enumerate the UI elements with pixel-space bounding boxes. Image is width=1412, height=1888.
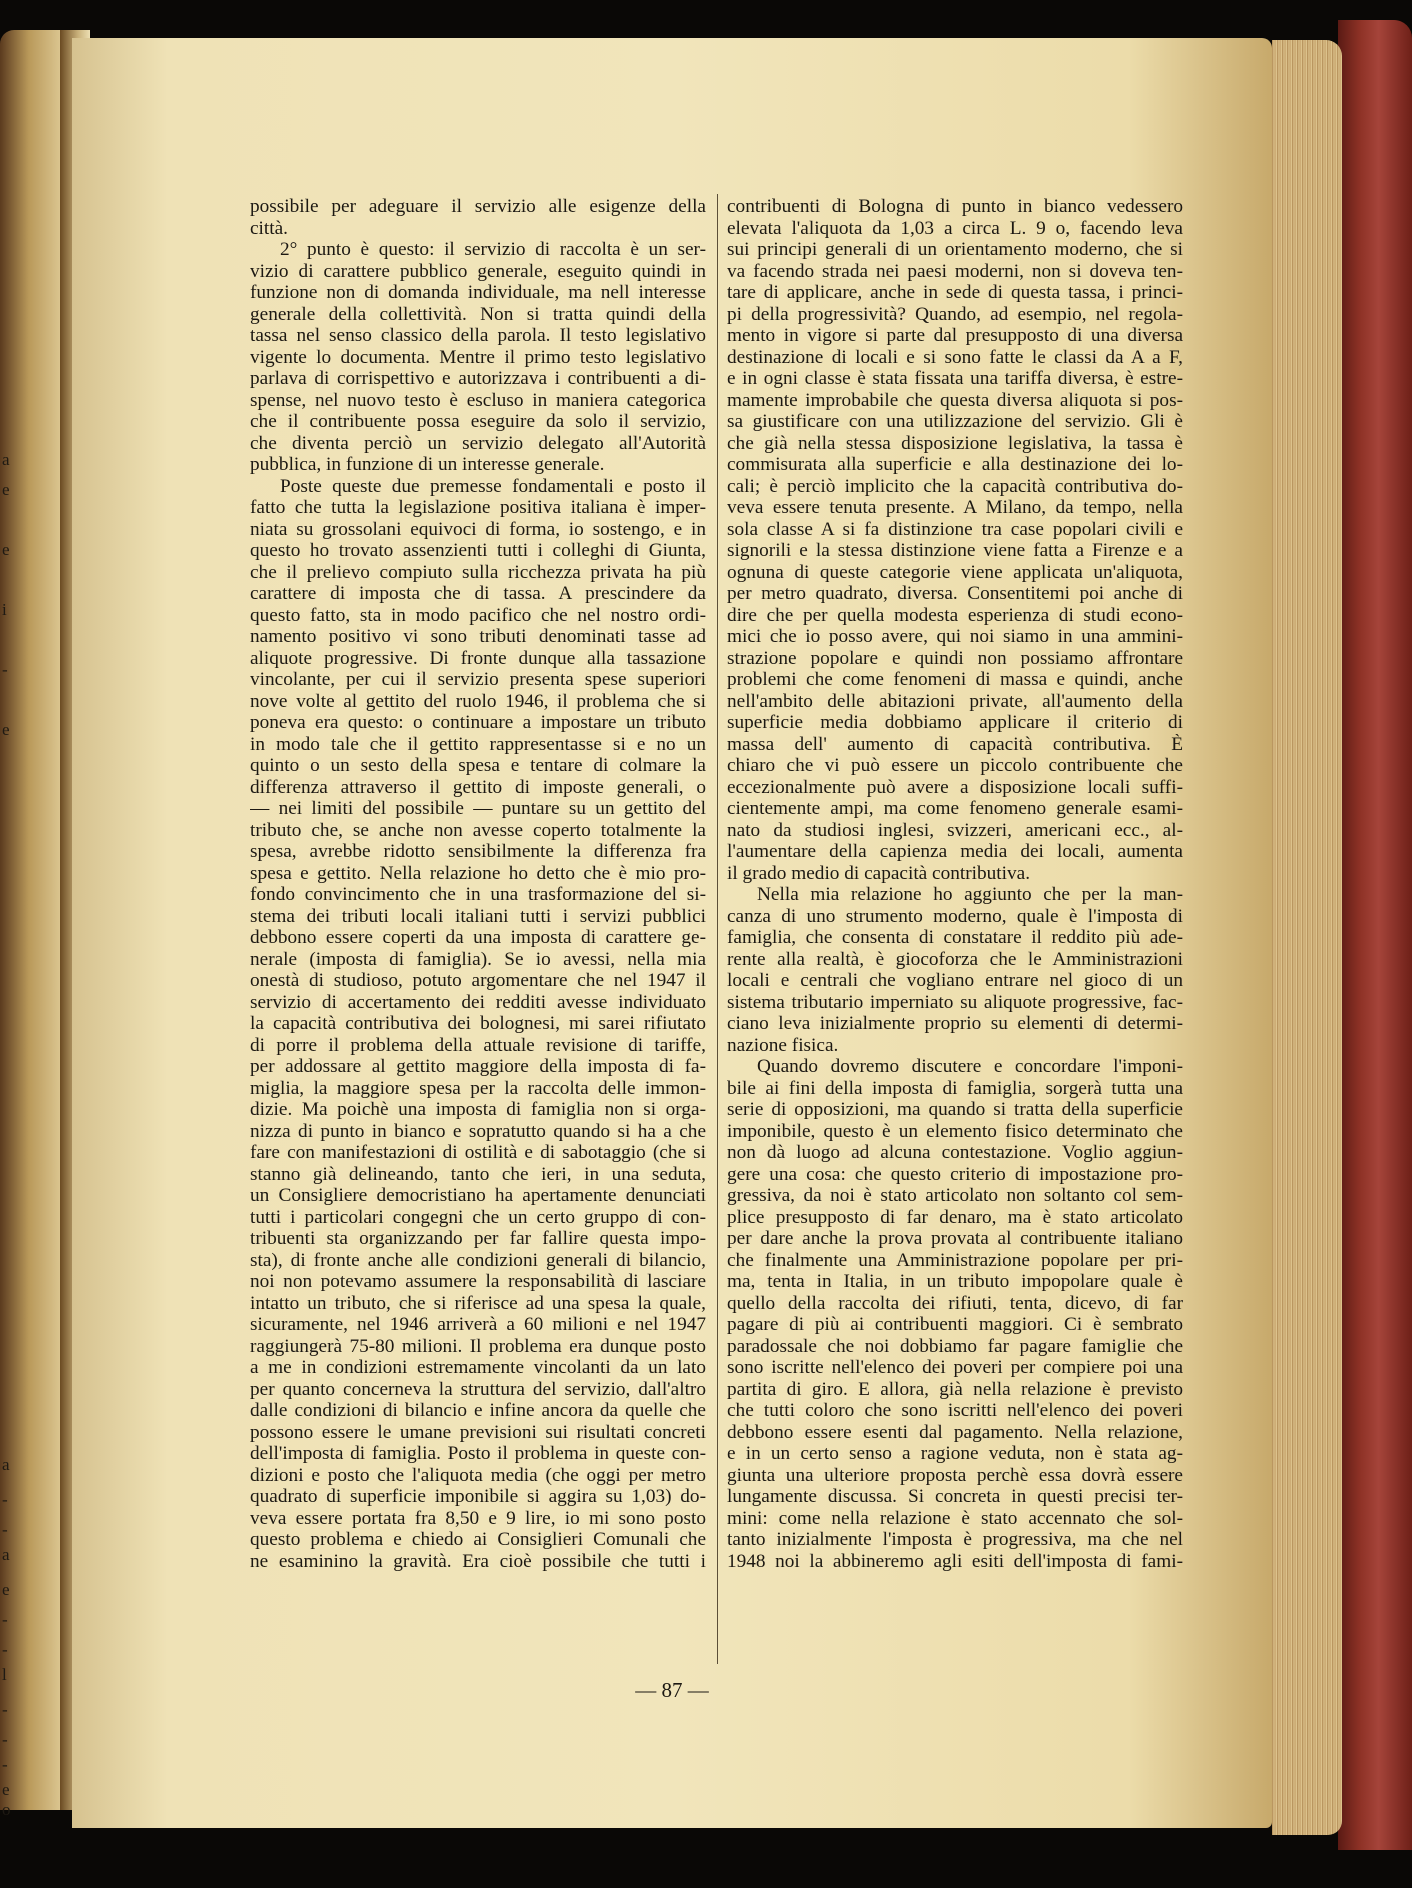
text-line: debbono essere esenti dal pagamento. Nella relazione,: [727, 1421, 1183, 1443]
text-line: mento in vigore si parte dal presupposto di una diversa: [727, 325, 1183, 346]
text-line: massa dell' aumento di capacità contributiva. È: [727, 733, 1183, 755]
text-line: commisurata alla superficie e alla destinazione dei lo-: [727, 454, 1183, 475]
text-line: per dare anche la prova provata al contribuente italiano: [727, 1228, 1183, 1249]
text-line: onestà di studioso, potuto argomentare che nel 1947 il: [250, 970, 706, 991]
text-line: strazione popolare e quindi non possiamo affrontare: [727, 647, 1183, 669]
text-line: vigente lo documenta. Mentre il primo testo legislativo: [250, 346, 706, 368]
text-line: nizza di punto in bianco e sopratutto quando si ha a che: [250, 1120, 706, 1142]
text-line: vincolante, per cui il servizio presenta spese superiori: [250, 669, 706, 690]
edge-letter: -: [2, 1640, 8, 1659]
text-line: pubblica, in funzione di un interesse generale.: [250, 454, 605, 475]
text-line: e in ogni classe è stata fissata una tariffa diversa, è estre-: [727, 368, 1183, 389]
edge-letter: -: [2, 1610, 8, 1629]
text-line: stanno già delineando, tanto che ieri, in una seduta,: [250, 1163, 706, 1185]
text-line: va facendo strada nei paesi moderni, non si doveva ten-: [727, 260, 1183, 282]
text-line: per quanto concerneva la struttura del servizio, dall'altro: [250, 1378, 706, 1400]
text-line: servizio di accertamento dei redditi avesse individuato: [250, 991, 706, 1013]
book-cover-edge: [1338, 20, 1412, 1850]
edge-letter: -: [2, 1730, 8, 1749]
text-line: un Consigliere democristiano ha apertamente denunciati: [250, 1185, 706, 1206]
text-line: stema dei tributi locali italiani tutti i servizi pubblici: [250, 905, 706, 927]
text-line: possibile per adeguare il servizio alle esigenze della: [250, 196, 706, 217]
right-column: [727, 196, 1183, 1572]
text-line: in modo tale che il gettito rappresentasse si e no un: [250, 733, 706, 755]
text-line: mamente improbabile che questa diversa aliquota si pos-: [727, 389, 1183, 411]
text-line: fare con manifestazioni di ostilità e di sabotaggio (che si: [250, 1142, 706, 1163]
edge-letter: e: [2, 480, 10, 499]
text-line: contribuenti di Bologna di punto in bianco vedessero: [727, 196, 1183, 217]
text-line: sa giustificare con una utilizzazione del servizio. Gli è: [727, 411, 1183, 432]
text-line: sta), di fronte anche alle condizioni generali di bilancio,: [250, 1249, 706, 1271]
text-line: superficie media dobbiamo applicare il criterio di: [727, 712, 1183, 733]
text-line: niata su grossolani equivoci di forma, io sostengo, e in: [250, 518, 706, 540]
text-line: aliquote progressive. Di fronte dunque alla tassazione: [250, 647, 706, 669]
text-line: veva essere tenuta presente. A Milano, da tempo, nella: [727, 497, 1183, 518]
text-line: debbono essere coperti da una imposta di carattere ge-: [250, 927, 706, 948]
text-line: rente alla realtà, è giocoforza che le Amministrazioni: [727, 948, 1183, 970]
text-line: intatto un tributo, che si riferisce ad una spesa la quale,: [250, 1292, 706, 1314]
text-line: quinto o un sesto della spesa e tentare di colmare la: [250, 755, 706, 776]
text-line: pagare di più ai contribuenti maggiori. Ci è sembrato: [727, 1314, 1183, 1335]
text-line: cientemente ampi, ma come fenomeno generale esami-: [727, 798, 1183, 819]
text-line: generale della collettività. Non si tratta quindi della: [250, 303, 706, 325]
text-line: sicuramente, nel 1946 arriverà a 60 milioni e nel 1947: [250, 1314, 706, 1335]
text-line: che già nella stessa disposizione legislativa, la tassa è: [727, 432, 1183, 454]
edge-letter: -: [2, 1700, 8, 1719]
text-line: ma, tenta in Italia, in un tributo impopolare quale è: [727, 1271, 1183, 1292]
edge-letter: e: [2, 1780, 10, 1799]
text-line: quello della raccolta dei rifiuti, tenta, dicevo, di far: [727, 1292, 1183, 1314]
edge-letter: l: [2, 1665, 7, 1684]
text-line: l'aumentare della capienza media dei locali, aumenta: [727, 841, 1183, 862]
edge-letter: e: [2, 720, 10, 739]
text-line: spesa, avrebbe ridotto sensibilmente la differenza fra: [250, 841, 706, 862]
text-line: imponibile, questo è un elemento fisico determinato che: [727, 1120, 1183, 1142]
text-line: ognuna di queste categorie viene applicata un'aliquota,: [727, 561, 1183, 583]
text-line: il grado medio di capacità contributiva.: [727, 862, 1031, 884]
text-line: questo fatto, sta in modo pacifico che nel nostro ordi-: [250, 604, 706, 626]
text-line: a me in condizioni estremamente vincolanti da un lato: [250, 1357, 706, 1378]
edge-letter: e: [2, 1580, 10, 1599]
edge-letter: a: [2, 1545, 10, 1564]
text-line: pi della progressività? Quando, ad esempio, nel regola-: [727, 303, 1183, 325]
text-line: nell'ambito delle abitazioni private, all'aumento della: [727, 690, 1183, 712]
text-line: tribuenti sta organizzando per far fallire questa impo-: [250, 1228, 706, 1249]
text-line: sola classe A si fa distinzione tra case popolari civili e: [727, 518, 1183, 540]
text-line: vizio di carattere pubblico generale, eseguito quindi in: [250, 260, 706, 282]
text-line: funzione non di domanda individuale, ma nell interesse: [250, 282, 706, 303]
previous-page-letters: [0, 30, 14, 1819]
text-line: parlava di corrispettivo e autorizzava i contribuenti a di-: [250, 368, 706, 389]
text-line: Nella mia relazione ho aggiunto che per la man-: [757, 884, 1183, 905]
text-line: che tutti coloro che sono iscritti nell'elenco dei poveri: [727, 1400, 1183, 1421]
page-stack-edges: [1272, 40, 1342, 1835]
text-line: per addossare al gettito maggiore della imposta di fa-: [250, 1056, 706, 1077]
text-line: questo problema e chiedo ai Consiglieri Comunali che: [250, 1529, 706, 1550]
text-line: lungamente discussa. Si concreta in questi precisi ter-: [727, 1486, 1183, 1507]
text-line: raggiungerà 75-80 milioni. Il problema era dunque posto: [250, 1335, 706, 1357]
text-line: di porre il problema della attuale revisione di tariffe,: [250, 1034, 706, 1056]
text-line: differenza attraverso il gettito di imposte generali, o: [250, 776, 706, 798]
text-line: ciano leva inizialmente proprio su elementi di determi-: [727, 1013, 1183, 1034]
text-line: 2° punto è questo: il servizio di raccolta è un ser-: [280, 239, 706, 260]
edge-letter: -: [2, 1520, 8, 1539]
text-line: partita di giro. E allora, già nella relazione è previsto: [727, 1378, 1183, 1400]
text-line: sono iscritte nell'elenco dei poveri per compiere poi una: [727, 1357, 1183, 1378]
text-line: quadrato di superficie imponibile si aggira su 1,03) do-: [250, 1486, 706, 1507]
text-line: tutti i particolari congegni che un certo gruppo di con-: [250, 1206, 706, 1228]
text-line: mini: come nella relazione è stato accennato che sol-: [727, 1507, 1183, 1529]
text-line: paradossale che noi dobbiamo far pagare famiglie che: [727, 1335, 1183, 1357]
text-line: che diventa perciò un servizio delegato all'Autorità: [250, 432, 706, 454]
text-line: tare di applicare, anche in sede di questa tassa, i princi-: [727, 282, 1183, 303]
book-page: [72, 38, 1272, 1828]
text-line: Poste queste due premesse fondamentali e posto il: [280, 475, 706, 497]
text-line: ne esaminino la gravità. Era cioè possibile che tutti i: [250, 1550, 706, 1572]
text-line: tanto inizialmente l'imposta è progressiva, ma che nel: [727, 1529, 1183, 1550]
text-line: gressiva, da noi è stato articolato non soltanto col sem-: [727, 1185, 1183, 1206]
edge-letter: -: [2, 1755, 8, 1774]
edge-letter: -: [2, 660, 8, 679]
text-line: noi non potevamo assumere la responsabilità di lasciare: [250, 1271, 706, 1292]
text-line: dire che per quella modesta esperienza di studi econo-: [727, 604, 1183, 626]
text-line: mici che io posso avere, qui noi siamo in una ammini-: [727, 626, 1183, 647]
text-line: signorili e la stessa distinzione viene fatta a Firenze e a: [727, 540, 1183, 561]
text-line: gere una cosa: che questo criterio di impostazione pro-: [727, 1163, 1183, 1185]
text-line: veva essere portata fra 8,50 e 9 lire, io mi sono posto: [250, 1507, 706, 1529]
text-line: destinazione di locali e si sono fatte le classi da A a F,: [727, 346, 1183, 368]
text-line: serie di opposizioni, ma quando si tratta della superficie: [727, 1099, 1183, 1120]
text-line: carattere di imposta che di tassa. A prescindere da: [250, 583, 706, 604]
page-number: — 87 —: [635, 1678, 709, 1702]
text-line: spesa e gettito. Nella relazione ho detto che è mio pro-: [250, 862, 706, 884]
text-line: dalle condizioni di bilancio e infine ancora da quelle che: [250, 1400, 706, 1421]
text-line: Quando dovremo discutere e concordare l'imponi-: [757, 1056, 1183, 1077]
text-line: tributo che, se anche non avesse coperto totalmente la: [250, 819, 706, 841]
text-line: nove volte al gettito del ruolo 1946, il problema che si: [250, 690, 706, 712]
text-line: possono essere le umane previsioni sui risultati concreti: [250, 1421, 706, 1443]
text-line: nato da studiosi inglesi, svizzeri, americani ecc., al-: [727, 819, 1183, 841]
text-line: cali; è perciò implicito che la capacità contributiva do-: [727, 475, 1183, 497]
column-divider: [717, 194, 718, 1664]
text-line: miglia, la maggiore spesa per la raccolta delle immon-: [250, 1077, 706, 1099]
text-line: eccezionalmente può avere a disposizione locali suffi-: [727, 776, 1183, 798]
text-line: dizie. Ma poichè una imposta di famiglia non si orga-: [250, 1099, 706, 1120]
text-line: chiaro che vi può essere un piccolo contribuente che: [727, 755, 1183, 776]
text-line: che il contribuente possa eseguire da solo il servizio,: [250, 411, 706, 432]
text-line: locali e centrali che vogliano entrare nel gioco di un: [727, 970, 1183, 991]
text-line: namento positivo vi sono tributi denominati tasse ad: [250, 626, 706, 647]
text-line: famiglia, che consenta di constatare il reddito più ade-: [727, 927, 1183, 948]
text-line: per metro quadrato, diversa. Consentitemi poi anche di: [727, 583, 1183, 604]
edge-letter: e: [2, 540, 10, 559]
text-line: nazione fisica.: [727, 1034, 839, 1056]
text-line: fatto che tutta la legislazione positiva italiana è imper-: [250, 497, 706, 518]
text-line: dizioni e posto che l'aliquota media (che oggi per metro: [250, 1464, 706, 1486]
text-line: tassa nel senso classico della parola. Il testo legislativo: [250, 325, 706, 346]
text-line: spense, nel nuovo testo è escluso in maniera categorica: [250, 389, 706, 411]
text-line: sui principi generali di un orientamento moderno, che si: [727, 239, 1183, 260]
edge-letter: a: [2, 1455, 10, 1474]
edge-letter: i: [2, 600, 7, 619]
text-line: elevata l'aliquota da 1,03 a circa L. 9 o, facendo leva: [727, 217, 1183, 239]
text-line: canza di uno strumento moderno, quale è l'imposta di: [727, 905, 1183, 927]
text-line: non dà luogo ad alcuna contestazione. Voglio aggiun-: [727, 1142, 1183, 1163]
text-line: poneva era questo: o continuare a impostare un tributo: [250, 712, 706, 733]
text-line: città.: [250, 217, 289, 239]
text-line: nerale (imposta di famiglia). Se io avessi, nella mia: [250, 948, 706, 970]
text-line: questo ho trovato assenzienti tutti i colleghi di Giunta,: [250, 540, 706, 561]
text-line: giunta una ulteriore proposta perchè essa dovrà essere: [727, 1464, 1183, 1486]
text-line: sistema tributario imperniato su aliquote progressive, fac-: [727, 991, 1183, 1013]
edge-letter: a: [2, 450, 10, 469]
text-line: che il prelievo compiuto sulla ricchezza privata ha più: [250, 561, 706, 583]
text-line: che finalmente una Amministrazione popolare per pri-: [727, 1249, 1183, 1271]
text-line: plice presupposto di far denaro, ma è stato articolato: [727, 1206, 1183, 1228]
text-line: problemi che come fenomeni di massa e quindi, anche: [727, 669, 1183, 690]
text-line: la capacità contributiva dei bolognesi, mi sarei rifiutato: [250, 1013, 706, 1034]
text-line: 1948 noi la abbineremo agli esiti dell'imposta di fami-: [727, 1550, 1183, 1572]
text-line: — nei limiti del possibile — puntare su un gettito del: [250, 798, 706, 819]
edge-letter: o: [2, 1800, 11, 1819]
text-line: bile ai fini della imposta di famiglia, sorgerà tutta una: [727, 1077, 1183, 1099]
text-line: dell'imposta di famiglia. Posto il problema in queste con-: [250, 1443, 706, 1464]
text-line: fondo convincimento che in una trasformazione del si-: [250, 884, 706, 905]
text-line: e in un certo senso a ragione veduta, non è stata ag-: [727, 1443, 1183, 1464]
left-column: [250, 196, 706, 1572]
edge-letter: -: [2, 1490, 8, 1509]
